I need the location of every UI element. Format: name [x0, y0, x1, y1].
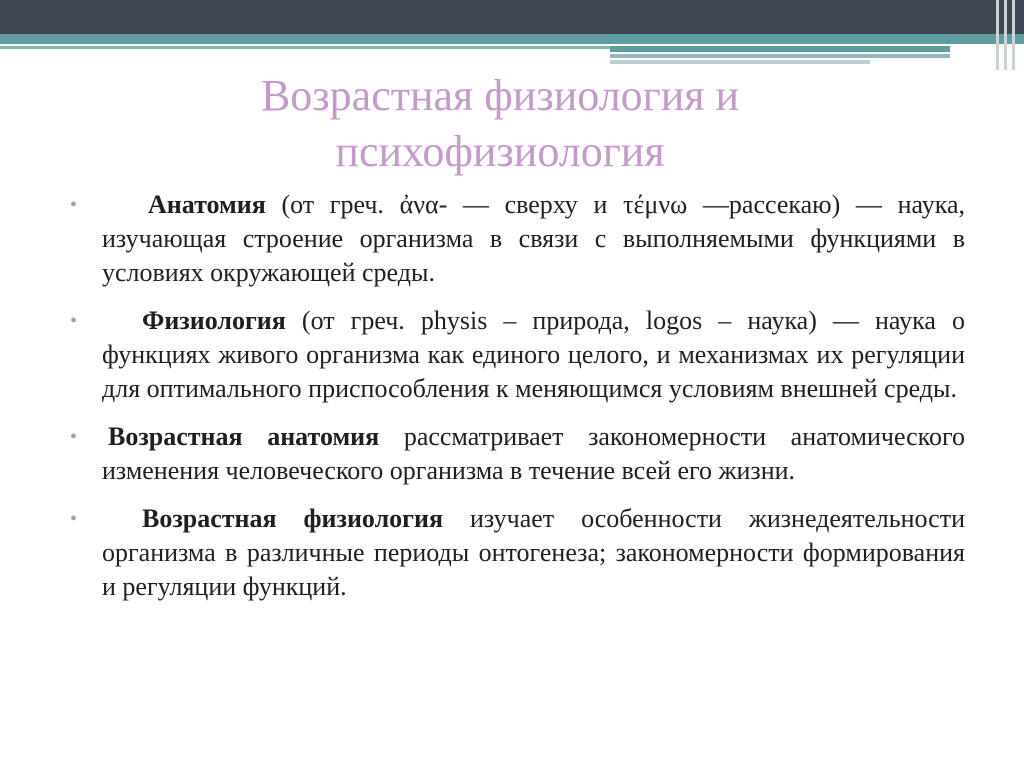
item-text	[102, 304, 965, 406]
header-bar-dark	[0, 0, 1024, 34]
bullet-dot-icon: •	[70, 508, 78, 530]
item-term: Физиология	[142, 306, 286, 335]
list-item	[70, 420, 965, 488]
item-body: (от греч. ἀνα- — сверху и τέμνω —рассекаю) — наука, изучающая строение организма в связи с выполняемыми функциями в условиях окружающей среды.	[102, 190, 965, 287]
item-text	[102, 420, 965, 488]
header-stripe	[1004, 0, 1007, 70]
header-accent-teal	[610, 46, 950, 52]
list-item	[70, 304, 965, 406]
bullet-dot-icon: •	[70, 310, 78, 332]
header-line	[0, 46, 610, 49]
item-term: Анатомия	[148, 190, 266, 219]
item-body: изучает особенности жизнедеятельности организма в различные периоды онтогенеза; закономерности формирования и регуляции функций.	[102, 504, 965, 601]
header-bar-teal	[0, 34, 1024, 44]
bullet-dot-icon: •	[70, 426, 78, 448]
header-stripe	[1012, 0, 1015, 70]
list-item	[70, 188, 965, 290]
item-body: (от греч. physis – природа, logos – наука) — наука о функциях живого организма как единого целого, и механизмах их регуляции для оптимального приспособления к меняющимся условиям внешней среды.	[102, 306, 965, 403]
title-line-1: Возрастная физиология и	[260, 71, 740, 120]
header-accent-grey	[610, 60, 870, 64]
bullet-list	[70, 188, 965, 618]
header-accent-light	[610, 54, 950, 58]
bullet-dot-icon: •	[70, 194, 78, 216]
item-term: Возрастная анатомия	[108, 422, 380, 451]
slide-title	[150, 68, 850, 180]
list-item	[70, 502, 965, 604]
item-text	[102, 502, 965, 604]
item-term: Возрастная физиология	[142, 504, 444, 533]
item-body: рассматривает закономерности анатомического изменения человеческого организма в течение всей его жизни.	[102, 422, 966, 485]
header-stripe	[996, 0, 999, 70]
item-text	[102, 188, 965, 290]
title-line-2: психофизиология	[335, 127, 665, 176]
